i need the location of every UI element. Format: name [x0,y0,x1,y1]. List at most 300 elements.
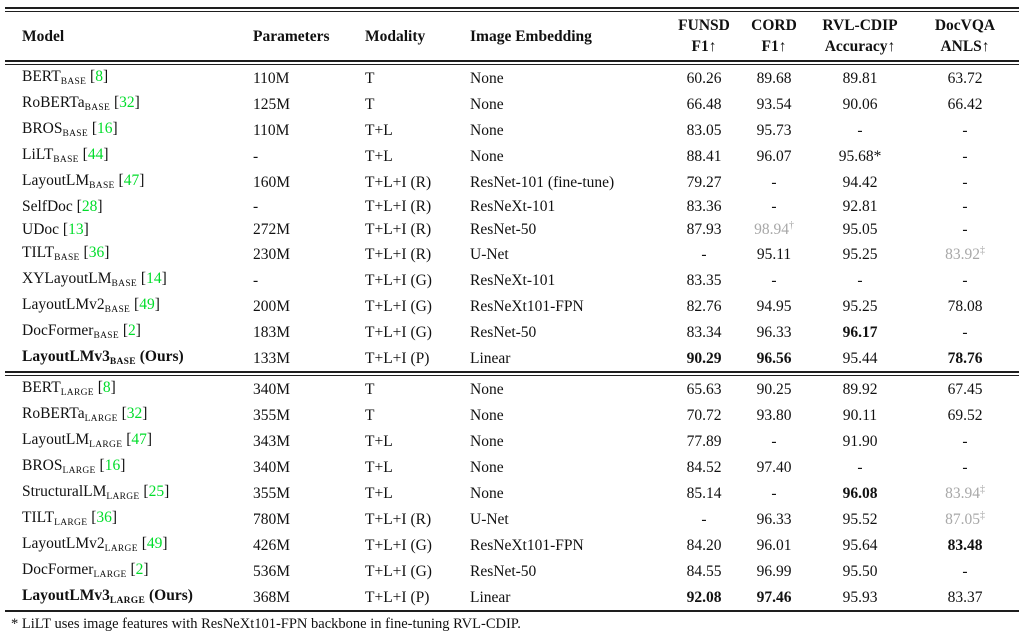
table-row [5,345,1019,371]
model-name: BERT [22,379,61,396]
table-row [5,558,1019,584]
rvlcdip-accuracy-cell [809,480,911,506]
model-size-subscript: BASE [62,129,88,139]
metric-value: 63.72 [947,69,983,87]
cord-f1-cell [739,345,809,371]
modality-cell: T+L [365,121,393,139]
table-row [5,218,1019,241]
table-row [5,506,1019,532]
metric-value: - [962,323,968,341]
metric-value: 90.29 [686,349,722,367]
funsd-f1-cell [669,267,739,293]
table-header-row [5,12,1019,60]
parameters-cell: 368M [253,588,291,606]
cord-f1-cell [739,218,809,241]
model-name: DocFormer [22,322,94,339]
model-size-subscript: LARGE [54,518,88,528]
parameters-cell: - [253,147,259,165]
docvqa-anls-cell [911,169,1019,195]
citation-link[interactable]: 14 [146,270,162,287]
rvlcdip-accuracy-cell [809,532,911,558]
parameters-cell: 230M [253,245,291,263]
metric-value: 69.52 [947,406,983,424]
parameters-cell: 125M [253,95,291,113]
cord-f1-cell [739,558,809,584]
metric-value: 96.17 [842,323,878,341]
model-cell: BROSLARGE [16] [22,457,126,476]
docvqa-anls-cell [911,345,1019,371]
metric-value: 70.72 [686,406,722,424]
cord-f1-cell [739,293,809,319]
model-cell: LayoutLMv2BASE [49] [22,296,160,315]
model-name: BROS [22,457,63,474]
metric-value: - [962,562,968,580]
model-size-subscript: LARGE [106,492,140,502]
model-size-subscript: BASE [111,279,138,289]
metric-value: - [771,173,777,191]
rvlcdip-accuracy-cell [809,91,911,117]
metric-value: 90.11 [842,406,878,424]
citation-link[interactable]: 47 [131,431,147,448]
model-name: LayoutLMv2 [22,296,105,313]
image-embedding-cell: ResNet-50 [470,221,537,238]
model-size-subscript: LARGE [60,388,94,398]
metric-value: 95.25 [842,297,878,315]
cord-f1-cell [739,117,809,143]
model-cell: DocFormerBASE [2] [22,322,141,341]
footnote-marker: ‡ [979,509,985,521]
parameters-cell: 272M [253,221,291,238]
column-header-model [5,12,253,60]
metric-value: - [962,121,968,139]
modality-cell: T+L+I (R) [365,198,432,215]
modality-cell: T+L+I (P) [365,588,430,606]
column-header-line2: F1↑ [691,38,717,55]
modality-cell: T+L+I (G) [365,562,432,580]
modality-cell: T+L+I (R) [365,173,432,191]
metric-value: 79.27 [686,173,722,191]
image-embedding-cell: ResNet-50 [470,562,537,580]
column-header-line2: ANLS↑ [940,38,990,55]
metric-value: - [771,432,777,450]
image-embedding-cell: ResNeXt101-FPN [470,536,584,554]
table-row [5,584,1019,610]
metric-value: 96.99 [756,562,792,580]
model-name: LayoutLM [22,172,90,189]
column-header-line1: Modality [365,27,426,45]
rvlcdip-accuracy-cell [809,218,911,241]
model-size-subscript: LARGE [84,414,118,424]
model-cell: DocFormerLARGE [2] [22,561,149,580]
metric-value: 83.92 [945,245,980,263]
metric-value: - [701,245,707,263]
metric-value: 95.93 [842,588,878,606]
metric-value: 96.56 [756,349,792,367]
metric-value: 92.08 [686,588,722,606]
rvlcdip-accuracy-cell [809,267,911,293]
citation-link[interactable]: 47 [123,172,140,189]
funsd-f1-cell [669,345,739,371]
image-embedding-cell: None [470,121,504,139]
table-row [5,65,1019,91]
cord-f1-cell [739,241,809,267]
table-footnote: * LiLT uses image features with ResNeXt101-FPN backbone in fine-tuning RVL-CDIP. [11,616,521,632]
model-cell [5,345,253,371]
parameters-cell: 536M [253,562,291,580]
docvqa-anls-cell [911,241,1019,267]
metric-value: 95.50 [842,562,878,580]
parameters-cell: - [253,198,259,215]
model-cell: RoBERTaLARGE [32] [22,405,148,424]
model-name: RoBERTa [22,405,85,422]
metric-value: - [962,173,968,191]
docvqa-anls-cell [911,376,1019,402]
rvlcdip-accuracy-cell [809,143,911,169]
image-embedding-cell: ResNeXt-101 [470,271,556,289]
citation-link[interactable]: 2 [135,561,144,578]
metric-value: 90.06 [842,95,878,113]
modality-cell: T+L+I (G) [365,323,432,341]
docvqa-anls-cell [911,293,1019,319]
table-row [5,267,1019,293]
model-cell: LiLTBASE [44] [22,146,109,165]
funsd-f1-cell [669,91,739,117]
metric-value: 83.37 [947,588,983,606]
parameters-cell: 160M [253,173,291,191]
table-row [5,293,1019,319]
metric-value: - [771,484,777,502]
results-table-base-section [5,65,1019,371]
metric-value: - [771,271,777,289]
metric-value: 88.41 [686,147,722,165]
table-row [5,402,1019,428]
metric-value: 93.80 [756,406,792,424]
citation-link[interactable]: 32 [126,405,143,422]
rvlcdip-accuracy-cell [809,376,911,402]
model-name: LayoutLM [22,431,90,448]
model-name: BERT [22,68,61,85]
metric-value: 84.20 [686,536,722,554]
image-embedding-cell: None [470,458,504,476]
docvqa-anls-cell [911,218,1019,241]
model-cell: BERTBASE [8] [22,68,109,87]
rvlcdip-accuracy-cell [809,428,911,454]
model-name: RoBERTa [22,94,85,111]
citation-link[interactable]: 28 [81,198,98,215]
citation-link[interactable]: 32 [119,94,135,111]
funsd-f1-cell [669,558,739,584]
image-embedding-cell: Linear [470,349,511,367]
funsd-f1-cell [669,218,739,241]
funsd-f1-cell [669,195,739,218]
image-embedding-cell: ResNeXt-101 [470,198,556,215]
metric-value: 96.07 [756,147,792,165]
parameters-cell: 110M [253,69,290,87]
rvlcdip-accuracy-cell [809,402,911,428]
table-row [5,169,1019,195]
column-header-line1: Model [22,27,65,45]
metric-value: - [857,458,863,476]
table-row [5,195,1019,218]
rvlcdip-accuracy-cell [809,345,911,371]
column-header-parameters [253,12,365,60]
model-name: LayoutLMv2 [22,535,105,552]
table-row [5,480,1019,506]
model-cell: LayoutLMv2LARGE [49] [22,535,168,554]
citation-link[interactable]: 13 [68,221,84,238]
funsd-f1-cell [669,65,739,91]
image-embedding-cell: None [470,432,504,450]
column-header-line1: CORD [751,17,797,34]
header-row [5,12,1019,60]
docvqa-anls-cell [911,91,1019,117]
column-header-line1: FUNSD [678,17,730,34]
metric-value: 90.25 [756,380,792,398]
metric-value: 94.42 [842,173,878,191]
metric-value: 82.76 [686,297,722,315]
image-embedding-cell: ResNet-101 (fine-tune) [470,173,615,191]
cord-f1-cell [739,532,809,558]
model-name: BROS [22,120,63,137]
cord-f1-cell [739,91,809,117]
metric-value: - [857,121,863,139]
rvlcdip-accuracy-cell [809,558,911,584]
metric-value: 89.68 [756,69,792,87]
table-row [5,143,1019,169]
cord-f1-cell [739,319,809,345]
docvqa-anls-cell [911,558,1019,584]
metric-value: 97.46 [756,588,792,606]
footnote-marker: † [788,219,794,231]
column-header-line2: F1↑ [761,38,787,55]
table-row [5,241,1019,267]
model-cell [5,584,253,610]
metric-value: 96.08 [842,484,878,502]
modality-cell: T+L [365,484,393,502]
modality-cell: T+L [365,432,393,450]
metric-value: 95.68* [838,147,882,165]
docvqa-anls-cell [911,428,1019,454]
docvqa-anls-cell [911,480,1019,506]
cord-f1-cell [739,169,809,195]
funsd-f1-cell [669,402,739,428]
modality-cell: T+L+I (R) [365,510,432,528]
funsd-f1-cell [669,428,739,454]
column-header-line2: Accuracy↑ [824,38,896,55]
metric-value: 95.11 [756,245,792,263]
model-name: LiLT [22,146,54,163]
metric-value: 83.34 [686,323,722,341]
column-header-line1: DocVQA [934,17,996,34]
model-cell: RoBERTaBASE [32] [22,94,140,113]
model-size-subscript: LARGE [93,570,127,580]
docvqa-anls-cell [911,195,1019,218]
rvlcdip-accuracy-cell [809,241,911,267]
metric-value: - [962,221,968,238]
results-table-header [5,12,1019,60]
parameters-cell: 200M [253,297,291,315]
section-base-models [5,65,1019,371]
citation-link[interactable]: 49 [146,535,163,552]
model-cell: StructuralLMLARGE [25] [22,483,170,502]
citation-link[interactable]: 49 [139,296,155,313]
metric-value: 95.52 [842,510,878,528]
model-size-subscript: LARGE [109,596,146,606]
model-size-subscript: BASE [89,181,115,191]
metric-value: - [962,198,968,215]
model-size-subscript: BASE [60,77,87,87]
citation-link[interactable]: 8 [102,379,111,396]
column-header-line1: Image Embedding [470,27,592,45]
metric-value: 95.64 [842,536,878,554]
column-header-docvqa [911,12,1019,60]
funsd-f1-cell [669,506,739,532]
cord-f1-cell [739,402,809,428]
cord-f1-cell [739,506,809,532]
citation-link[interactable]: 36 [88,244,105,261]
image-embedding-cell: None [470,380,504,398]
modality-cell: T+L+I (R) [365,245,432,263]
docvqa-anls-cell [911,65,1019,91]
rvlcdip-accuracy-cell [809,195,911,218]
cord-f1-cell [739,584,809,610]
metric-value: 83.94 [945,484,980,502]
model-cell: BROSBASE [16] [22,120,118,139]
citation-link[interactable]: 44 [87,146,104,163]
docvqa-anls-cell [911,267,1019,293]
funsd-f1-cell [669,169,739,195]
metric-value: 95.44 [842,349,878,367]
model-name: LayoutLMv3 [22,587,110,604]
metric-value: 83.36 [686,198,722,215]
docvqa-anls-cell [911,532,1019,558]
model-name: TILT [22,509,55,526]
parameters-cell: 340M [253,380,291,398]
section-large-models [5,376,1019,610]
rvlcdip-accuracy-cell [809,454,911,480]
parameters-cell: 110M [253,121,290,139]
model-name: UDoc [22,221,60,238]
parameters-cell: - [253,271,259,289]
rvlcdip-accuracy-cell [809,65,911,91]
funsd-f1-cell [669,293,739,319]
table-row [5,91,1019,117]
metric-value: 67.45 [947,380,983,398]
image-embedding-cell: ResNet-50 [470,323,537,341]
metric-value: 78.76 [947,349,983,367]
funsd-f1-cell [669,376,739,402]
funsd-f1-cell [669,117,739,143]
modality-cell: T+L [365,147,393,165]
parameters-cell: 355M [253,406,291,424]
image-embedding-cell: None [470,69,504,87]
funsd-f1-cell [669,532,739,558]
model-ours-suffix: (Ours) [145,587,193,604]
metric-value: 87.93 [686,221,722,238]
image-embedding-cell: None [470,484,504,502]
metric-value: - [701,510,707,528]
modality-cell: T+L+I (G) [365,271,432,289]
table-row [5,319,1019,345]
metric-value: - [962,271,968,289]
model-cell: LayoutLMLARGE [47] [22,431,153,450]
citation-link[interactable]: 16 [104,457,121,474]
model-size-subscript: BASE [109,357,136,367]
metric-value: 96.33 [756,323,792,341]
metric-value: 60.26 [686,69,722,87]
metric-value: 65.63 [686,380,722,398]
model-cell: BERTLARGE [8] [22,379,116,398]
metric-value: 96.33 [756,510,792,528]
cord-f1-cell [739,195,809,218]
model-name: TILT [22,244,55,261]
rvlcdip-accuracy-cell [809,117,911,143]
parameters-cell: 183M [253,323,291,341]
footnote-marker: ‡ [979,483,985,495]
citation-link[interactable]: 16 [97,120,113,137]
image-embedding-cell: None [470,95,504,113]
model-cell: TILTLARGE [36] [22,509,118,528]
rvlcdip-accuracy-cell [809,584,911,610]
metric-value: 78.08 [947,297,983,315]
column-header-funsd [669,12,739,60]
table-row [5,376,1019,402]
image-embedding-cell: U-Net [470,245,509,263]
metric-value: - [857,271,863,289]
model-size-subscript: BASE [93,331,119,341]
citation-link[interactable]: 2 [127,322,136,339]
docvqa-anls-cell [911,143,1019,169]
metric-value: 66.48 [686,95,722,113]
cord-f1-cell [739,65,809,91]
metric-value: 89.92 [842,380,878,398]
parameters-cell: 133M [253,349,291,367]
rvlcdip-accuracy-cell [809,319,911,345]
modality-cell: T+L+I (G) [365,297,432,315]
column-header-line1: Parameters [253,27,330,45]
model-size-subscript: LARGE [104,544,138,554]
column-header-rvl-cdip [809,12,911,60]
citation-link[interactable]: 25 [148,483,165,500]
metric-value: - [962,432,968,450]
citation-link[interactable]: 8 [95,68,103,85]
model-name: StructuralLM [22,483,107,500]
metric-value: 83.05 [686,121,722,139]
model-size-subscript: BASE [84,103,111,113]
cord-f1-cell [739,428,809,454]
image-embedding-cell: U-Net [470,510,509,528]
modality-cell: T [365,380,375,398]
results-table-large-section [5,376,1019,610]
cord-f1-cell [739,143,809,169]
funsd-f1-cell [669,143,739,169]
metric-value: 84.55 [686,562,722,580]
metric-value: 77.89 [686,432,722,450]
modality-cell: T+L [365,458,393,476]
modality-cell: T [365,69,375,87]
modality-cell: T+L+I (G) [365,536,432,554]
metric-value: 97.40 [756,458,792,476]
model-cell: XYLayoutLMBASE [14] [22,270,167,289]
funsd-f1-cell [669,454,739,480]
docvqa-anls-cell [911,319,1019,345]
column-header-modality [365,12,470,60]
citation-link[interactable]: 36 [96,509,112,526]
model-cell: SelfDoc [28] [22,198,103,215]
column-header-cord [739,12,809,60]
cord-f1-cell [739,376,809,402]
parameters-cell: 780M [253,510,291,528]
